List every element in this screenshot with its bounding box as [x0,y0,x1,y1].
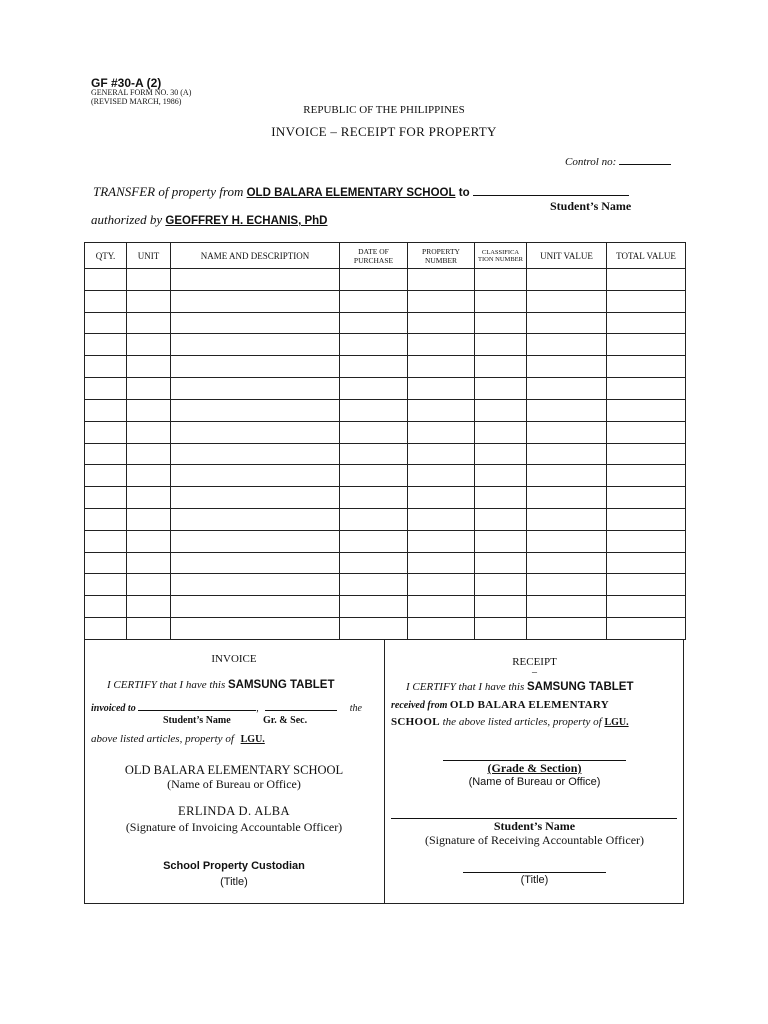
table-cell[interactable] [127,618,171,640]
table-cell[interactable] [607,618,686,640]
receipt-certify-line [406,681,633,693]
table-cell[interactable] [127,508,171,530]
col-unit-value: UNIT VALUE [527,243,607,269]
table-cell[interactable] [607,530,686,552]
table-cell[interactable] [340,290,408,312]
table-cell[interactable] [171,465,340,487]
control-number [565,152,671,168]
table-cell[interactable] [475,530,527,552]
table-cell[interactable] [171,421,340,443]
table-cell[interactable] [340,356,408,378]
col-date-of-purchase: DATE OF PURCHASE [340,243,408,269]
table-cell[interactable] [475,574,527,596]
table-cell[interactable] [607,312,686,334]
table-cell[interactable] [340,399,408,421]
table-cell[interactable] [171,618,340,640]
table-cell[interactable] [408,552,475,574]
table-cell[interactable] [127,334,171,356]
table-cell[interactable] [127,596,171,618]
table-cell[interactable] [85,312,127,334]
table-cell[interactable] [607,574,686,596]
table-cell[interactable] [607,552,686,574]
table-cell[interactable] [527,399,607,421]
receipt-title-line[interactable] [463,872,606,873]
table-cell[interactable] [527,596,607,618]
table-row [85,465,686,487]
receipt-owner: LGU. [604,717,629,728]
table-cell[interactable] [85,399,127,421]
col-qty: QTY. [85,243,127,269]
invoice-bureau-label: (Name of Bureau or Office) [167,777,301,791]
table-cell[interactable] [85,574,127,596]
col-property-number: PROPERTY NUMBER [408,243,475,269]
table-cell[interactable] [127,312,171,334]
table-cell[interactable] [527,574,607,596]
control-number-label: Control no: [565,156,617,168]
table-cell[interactable] [475,552,527,574]
receipt-officer-label: (Signature of Receiving Accountable Officer) [424,833,645,847]
table-row [85,508,686,530]
table-cell[interactable] [475,312,527,334]
table-cell[interactable] [171,290,340,312]
transfer-student-name-label: Student’s Name [550,199,632,213]
authorized-name: GEOFFREY H. ECHANIS, PhD [165,215,328,227]
table-cell[interactable] [85,421,127,443]
table-cell[interactable] [127,574,171,596]
table-cell[interactable] [85,443,127,465]
table-cell[interactable] [127,487,171,509]
receipt-received-line [391,699,609,711]
table-cell[interactable] [527,421,607,443]
table-cell[interactable] [340,269,408,291]
invoice-certify-line [107,679,334,691]
table-cell[interactable] [340,443,408,465]
table-cell[interactable] [408,421,475,443]
table-cell[interactable] [171,487,340,509]
table-cell[interactable] [85,596,127,618]
table-row [85,334,686,356]
table-row [85,290,686,312]
table-cell[interactable] [340,334,408,356]
col-classification-number: CLASSIFICA TION NUMBER [475,243,527,269]
invoice-the: the [349,703,362,714]
table-cell[interactable] [127,356,171,378]
table-cell[interactable] [527,356,607,378]
table-cell[interactable] [408,465,475,487]
table-cell[interactable] [340,574,408,596]
table-cell[interactable] [408,269,475,291]
table-cell[interactable] [171,399,340,421]
table-cell[interactable] [408,378,475,400]
invoice-heading: INVOICE [211,653,257,665]
invoice-student-field[interactable] [138,698,256,711]
table-cell[interactable] [171,356,340,378]
table-cell[interactable] [127,269,171,291]
table-row [85,596,686,618]
table-row [85,378,686,400]
invoice-listed-line [91,733,265,745]
table-row [85,356,686,378]
invoice-certify-prefix: I CERTIFY that I have this [107,679,226,691]
table-cell[interactable] [171,574,340,596]
transfer-to-label: to [458,187,470,199]
receipt-school-part1: OLD BALARA ELEMENTARY [449,699,609,711]
table-cell[interactable] [475,356,527,378]
table-cell[interactable] [85,508,127,530]
table-row [85,421,686,443]
table-cell[interactable] [340,552,408,574]
transfer-from-school: OLD BALARA ELEMENTARY SCHOOL [246,187,456,199]
table-cell[interactable] [475,465,527,487]
table-cell[interactable] [527,378,607,400]
table-cell[interactable] [475,487,527,509]
table-cell[interactable] [607,399,686,421]
authorized-line [91,212,327,228]
table-cell[interactable] [408,356,475,378]
table-cell[interactable] [408,596,475,618]
table-cell[interactable] [527,312,607,334]
items-table-body [85,269,686,640]
table-row [85,312,686,334]
table-row [85,487,686,509]
table-cell[interactable] [408,312,475,334]
invoice-student-name-label: Student’s Name [163,715,231,726]
table-row [85,399,686,421]
table-cell[interactable] [127,399,171,421]
table-cell[interactable] [607,378,686,400]
table-cell[interactable] [607,508,686,530]
table-cell[interactable] [475,290,527,312]
receipt-certify-prefix: I CERTIFY that I have this [406,681,525,693]
table-cell[interactable] [85,618,127,640]
invoice-grade-sec-label: Gr. & Sec. [263,715,308,726]
table-cell[interactable] [527,465,607,487]
invoice-comma: , [256,703,259,714]
table-cell[interactable] [475,421,527,443]
table-cell[interactable] [527,487,607,509]
form-code: GF #30-A (2) [91,76,162,90]
table-cell[interactable] [171,334,340,356]
table-cell[interactable] [527,618,607,640]
revised-date: (REVISED MARCH, 1986) [91,97,182,106]
receipt-received-from: received from [391,700,448,711]
receipt-heading: RECEIPT [512,656,557,668]
table-cell[interactable] [527,552,607,574]
invoice-title: School Property Custodian [163,860,305,872]
table-cell[interactable] [475,378,527,400]
table-cell[interactable] [85,334,127,356]
page-title: INVOICE – RECEIPT FOR PROPERTY [271,124,497,139]
table-cell[interactable] [607,356,686,378]
table-header-row [85,243,686,269]
table-cell[interactable] [171,443,340,465]
table-cell[interactable] [127,530,171,552]
table-cell[interactable] [85,530,127,552]
table-cell[interactable] [527,530,607,552]
table-cell[interactable] [85,356,127,378]
table-cell[interactable] [340,421,408,443]
receipt-item: SAMSUNG TABLET [527,681,634,693]
invoice-invoiced-line [91,698,362,714]
table-cell[interactable] [171,508,340,530]
invoice-title-label: (Title) [220,876,248,888]
invoice-invoiced-to: invoiced to [91,703,136,714]
table-cell[interactable] [340,618,408,640]
table-cell[interactable] [408,443,475,465]
table-cell[interactable] [408,334,475,356]
transfer-prefix: TRANSFER of property from [93,184,244,199]
table-cell[interactable] [127,290,171,312]
table-cell[interactable] [527,334,607,356]
table-cell[interactable] [527,269,607,291]
receipt-listed-mid: the above listed articles, property of [442,716,602,728]
table-cell[interactable] [85,487,127,509]
col-total-value: TOTAL VALUE [607,243,686,269]
table-cell[interactable] [85,465,127,487]
receipt-listed-line [391,716,629,728]
transfer-to-field[interactable] [473,183,629,196]
table-cell[interactable] [85,552,127,574]
invoice-listed-prefix: above listed articles, property of [91,733,234,745]
table-cell[interactable] [171,552,340,574]
table-row [85,269,686,291]
table-cell[interactable] [171,596,340,618]
table-row [85,574,686,596]
table-cell[interactable] [475,618,527,640]
table-cell[interactable] [127,465,171,487]
control-number-field[interactable] [619,152,671,165]
table-cell[interactable] [340,378,408,400]
general-form-number: GENERAL FORM NO. 30 (A) [91,88,192,97]
republic-heading: REPUBLIC OF THE PHILIPPINES [303,104,465,116]
table-cell[interactable] [408,618,475,640]
col-name-description: NAME AND DESCRIPTION [171,243,340,269]
table-cell[interactable] [408,530,475,552]
table-cell[interactable] [171,312,340,334]
table-cell[interactable] [171,269,340,291]
table-cell[interactable] [475,443,527,465]
invoice-item: SAMSUNG TABLET [228,679,335,691]
table-cell[interactable] [408,487,475,509]
table-cell[interactable] [127,552,171,574]
table-cell[interactable] [340,312,408,334]
invoice-officer-label: (Signature of Invoicing Accountable Officer) [125,820,343,834]
invoice-owner: LGU. [240,734,265,745]
receipt-title-label: (Title) [520,874,549,886]
transfer-line [93,183,629,200]
authorized-label: authorized by [91,212,163,227]
invoice-grade-field[interactable] [265,698,337,711]
table-cell[interactable] [527,290,607,312]
table-cell[interactable] [475,596,527,618]
table-cell[interactable] [607,465,686,487]
table-cell[interactable] [475,399,527,421]
table-row [85,530,686,552]
table-cell[interactable] [475,508,527,530]
table-cell[interactable] [127,421,171,443]
table-row [85,552,686,574]
table-cell[interactable] [607,443,686,465]
receipt-student-name-label: Student’s Name [493,819,576,833]
table-cell[interactable] [340,596,408,618]
receipt-grade-section: (Grade & Section) [487,761,582,775]
table-cell[interactable] [607,487,686,509]
table-cell[interactable] [171,530,340,552]
table-cell[interactable] [85,290,127,312]
table-cell[interactable] [527,443,607,465]
table-row [85,618,686,640]
table-cell[interactable] [85,269,127,291]
table-cell[interactable] [607,421,686,443]
table-cell[interactable] [527,508,607,530]
table-cell[interactable] [607,596,686,618]
table-cell[interactable] [607,290,686,312]
table-cell[interactable] [408,508,475,530]
table-cell[interactable] [127,443,171,465]
table-cell[interactable] [408,290,475,312]
table-cell[interactable] [607,269,686,291]
table-cell[interactable] [408,574,475,596]
col-unit: UNIT [127,243,171,269]
table-cell[interactable] [408,399,475,421]
table-cell[interactable] [475,269,527,291]
invoice-officer-name: ERLINDA D. ALBA [178,804,290,818]
table-cell[interactable] [85,378,127,400]
table-cell[interactable] [340,508,408,530]
table-cell[interactable] [340,487,408,509]
table-cell[interactable] [475,334,527,356]
receipt-school-part2: SCHOOL [391,716,440,728]
receipt-dash: – [532,667,537,678]
table-cell[interactable] [340,465,408,487]
table-cell[interactable] [607,334,686,356]
table-cell[interactable] [340,530,408,552]
table-cell[interactable] [127,378,171,400]
invoice-bureau: OLD BALARA ELEMENTARY SCHOOL [124,763,344,777]
items-table [84,242,686,640]
receipt-bureau-label: (Name of Bureau or Office) [468,776,601,788]
table-cell[interactable] [171,378,340,400]
table-row [85,443,686,465]
